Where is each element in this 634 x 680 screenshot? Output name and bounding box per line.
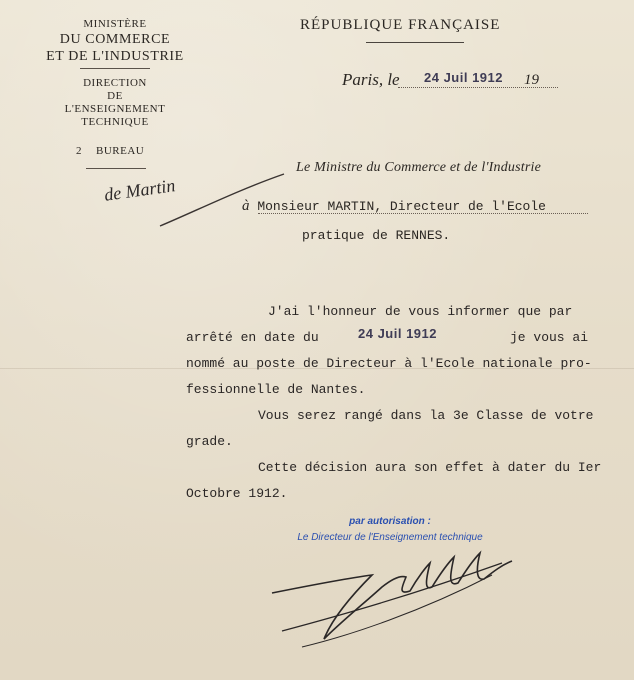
recipient-dotted-line [258, 213, 588, 214]
date-place: Paris, le [342, 70, 400, 89]
body-line: Vous serez rangé dans la 3e Classe de votre [258, 408, 594, 423]
recipient-name: Monsieur MARTIN, Directeur de l'Ecole [257, 199, 546, 214]
sender-line: Le Ministre du Commerce et de l'Industrie [296, 160, 542, 175]
year-suffix: 19 [524, 72, 539, 88]
handwritten-signature [262, 535, 522, 655]
direction-de: DE [107, 90, 123, 102]
body-line: nommé au poste de Directeur à l'Ecole nationale pro- [186, 356, 592, 371]
bureau-number: 2 [76, 145, 82, 157]
decree-date-stamp: 24 Juil 1912 [358, 326, 437, 341]
dateline [342, 68, 602, 92]
recipient-prefix: à [242, 198, 250, 214]
body-line: J'ai l'honneur de vous informer que par [268, 304, 573, 319]
handwritten-annotation: de Martin [102, 175, 177, 205]
recipient-line2: pratique de RENNES. [302, 228, 451, 243]
bureau-text: BUREAU [96, 145, 145, 157]
body-line: Octobre 1912. [186, 486, 288, 501]
body-line: fessionnelle de Nantes. [186, 382, 366, 397]
ministry-header [30, 18, 200, 129]
republic-title: RÉPUBLIQUE FRANÇAISE [300, 17, 501, 33]
ministry-industrie: ET DE L'INDUSTRIE [46, 49, 184, 64]
republic-divider [366, 42, 464, 43]
body-line: grade. [186, 434, 233, 449]
body-line: Cette décision aura son effet à dater du Ier [258, 460, 602, 475]
date-stamp: 24 Juil 1912 [424, 70, 503, 85]
ministry-label: MINISTÈRE [83, 18, 147, 30]
authorization-line: par autorisation : [349, 516, 431, 527]
direction-label: DIRECTION [83, 77, 147, 89]
bureau-label [76, 145, 144, 157]
direction-name: L'ENSEIGNEMENT TECHNIQUE [64, 103, 166, 128]
bureau-divider [86, 168, 146, 169]
ministry-commerce: DU COMMERCE [59, 32, 171, 47]
body-line: je vous ai [510, 330, 589, 345]
director-title: Le Directeur de l'Enseignement technique [297, 532, 483, 543]
body-line: arrêté en date du [186, 330, 319, 345]
